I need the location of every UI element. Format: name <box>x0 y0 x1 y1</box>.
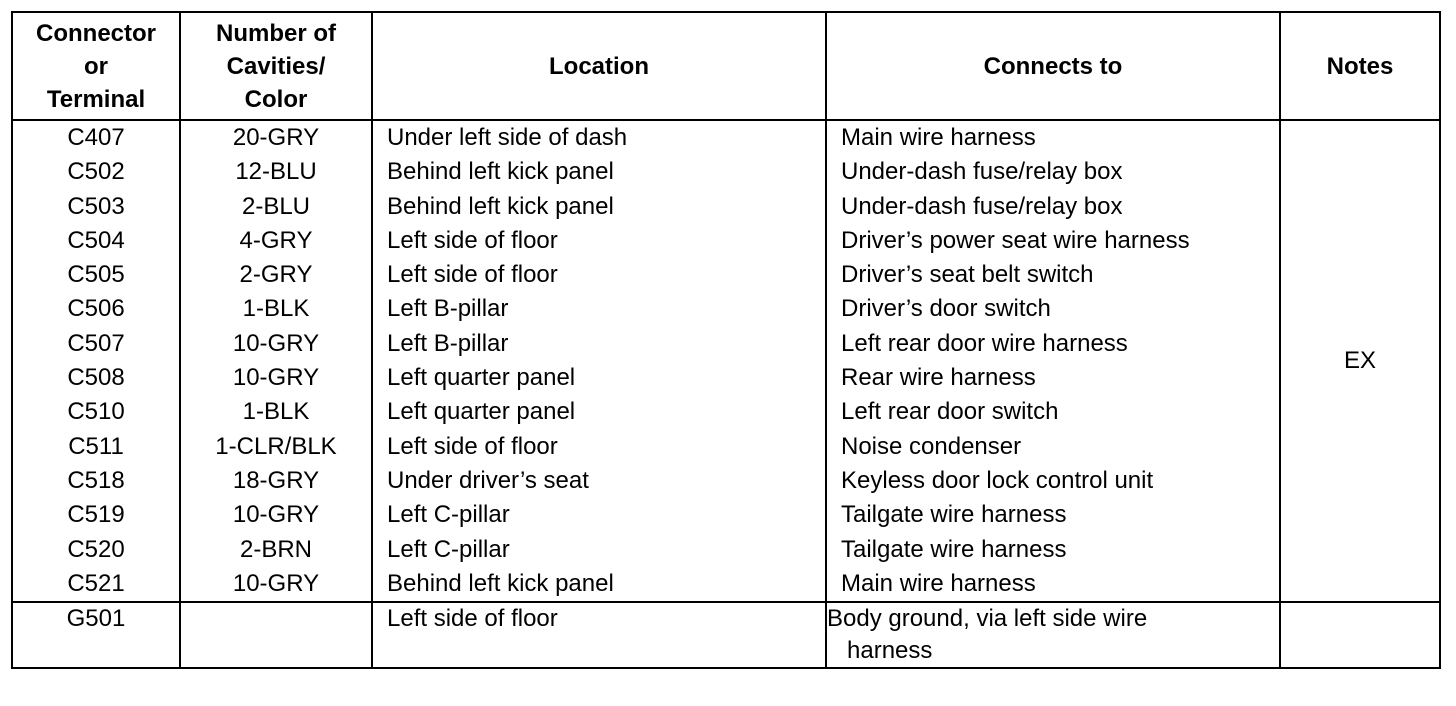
connects-to-cell: Main wire harness <box>841 124 1036 151</box>
header-row <box>12 12 1440 120</box>
cavities-cell: 2-BRN <box>239 535 312 563</box>
connector-cell: C507 <box>67 329 125 357</box>
location-cell: Left C-pillar <box>387 501 510 529</box>
header-notes: Notes <box>1280 12 1440 120</box>
connector-cell: C518 <box>67 466 125 494</box>
cavities-cell: 2-GRY <box>239 261 313 289</box>
cavities-cell: 4-GRY <box>239 226 313 254</box>
cavities-cell: 1-BLK <box>242 295 310 323</box>
connects-to-cell: Tailgate wire harness <box>841 501 1067 529</box>
cavities-cell: 10-GRY <box>232 329 320 357</box>
header-connects-to: Connects to <box>826 12 1280 120</box>
connector-cell: C407 <box>67 124 125 151</box>
connector-cell: C506 <box>67 295 125 323</box>
connector-cell: C511 <box>68 432 124 460</box>
notes-value: EX <box>1343 347 1376 375</box>
cavities-cell: 1-BLK <box>242 398 310 426</box>
connects-to-cell: Rear wire harness <box>841 364 1036 392</box>
connector-list <box>13 121 179 601</box>
cavities-cell: 1-CLR/BLK <box>215 432 337 460</box>
ground-cavities <box>180 602 372 668</box>
location-column <box>372 120 826 602</box>
location-cell: Behind left kick panel <box>387 158 614 186</box>
cavities-cell: 20-GRY <box>232 124 320 151</box>
connects-to-cell: Driver’s power seat wire harness <box>841 226 1190 254</box>
location-cell: Under driver’s seat <box>387 466 589 494</box>
connector-rows-block <box>12 120 1440 602</box>
location-cell: Under left side of dash <box>387 124 628 151</box>
connector-cell: C503 <box>67 192 125 220</box>
notes-cell <box>1280 120 1440 602</box>
connects-to-cell: Left rear door switch <box>841 398 1059 426</box>
header-connector: Connector or Terminal <box>12 12 180 120</box>
ground-connects-to-line-2: harness <box>847 637 933 665</box>
connector-column <box>12 120 180 602</box>
ground-connects-to-line-1: Body ground, via left side wire <box>827 605 1148 633</box>
cavities-cell: 12-BLU <box>235 158 317 186</box>
connects-to-cell: Under-dash fuse/relay box <box>841 192 1123 220</box>
ground-notes <box>1280 602 1440 668</box>
cavities-cell: 18-GRY <box>232 466 320 494</box>
location-cell: Left side of floor <box>387 432 558 460</box>
header-cavities: Number of Cavities/ Color <box>180 12 372 120</box>
ground-row <box>12 602 1440 668</box>
location-cell: Left quarter panel <box>387 398 576 426</box>
connects-to-cell: Driver’s door switch <box>841 295 1051 323</box>
cavities-cell: 2-BLU <box>241 192 311 220</box>
connector-cell: C504 <box>67 226 125 254</box>
location-cell: Left quarter panel <box>387 364 576 392</box>
location-cell: Behind left kick panel <box>387 569 614 597</box>
location-cell: Left B-pillar <box>387 329 509 357</box>
connects-to-cell: Keyless door lock control unit <box>841 466 1154 494</box>
connector-table <box>11 11 1441 669</box>
connects-to-list <box>841 121 1279 601</box>
ground-location: Left side of floor <box>372 602 826 668</box>
connector-cell: C502 <box>67 158 125 186</box>
connector-cell: C519 <box>67 501 125 529</box>
connects-to-cell: Main wire harness <box>841 569 1036 597</box>
connects-to-cell: Driver’s seat belt switch <box>841 261 1094 289</box>
location-cell: Left C-pillar <box>387 535 510 563</box>
connector-cell: C508 <box>67 364 125 392</box>
connects-to-cell: Left rear door wire harness <box>841 329 1128 357</box>
ground-connects-to <box>826 602 1280 668</box>
connects-to-cell: Under-dash fuse/relay box <box>841 158 1123 186</box>
header-location: Location <box>372 12 826 120</box>
connector-cell: C520 <box>67 535 125 563</box>
cavities-cell: 10-GRY <box>232 364 320 392</box>
location-cell: Behind left kick panel <box>387 192 614 220</box>
connector-cell: C510 <box>67 398 125 426</box>
location-cell: Left B-pillar <box>387 295 509 323</box>
connects-to-column <box>826 120 1280 602</box>
connector-cell: C505 <box>67 261 125 289</box>
cavities-list <box>181 121 371 601</box>
ground-connector: G501 <box>12 602 180 668</box>
location-list <box>387 121 825 601</box>
cavities-cell: 10-GRY <box>232 501 320 529</box>
cavities-cell: 10-GRY <box>232 569 320 597</box>
connects-to-cell: Tailgate wire harness <box>841 535 1067 563</box>
connects-to-cell: Noise condenser <box>841 432 1022 460</box>
location-cell: Left side of floor <box>387 261 558 289</box>
cavities-column <box>180 120 372 602</box>
location-cell: Left side of floor <box>387 226 558 254</box>
connector-cell: C521 <box>67 569 125 597</box>
